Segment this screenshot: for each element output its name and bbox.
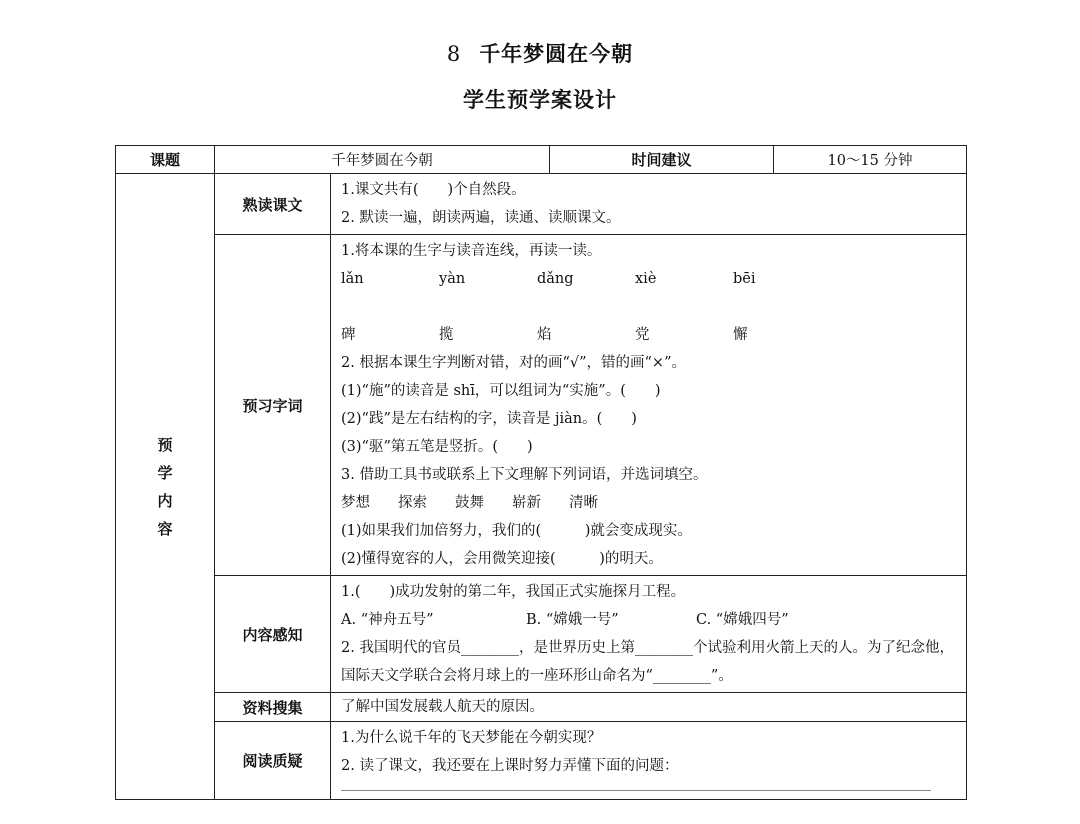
vocab-label: 预习字词	[215, 235, 331, 576]
comprehension-q1: 1.( )成功发射的第二年，我国正式实施探月工程。	[341, 584, 686, 600]
worksheet-subtitle: 学生预学案设计	[463, 88, 617, 112]
preview-worksheet-table	[115, 145, 967, 800]
topic-row	[116, 146, 967, 174]
reading-line: 1.课文共有( )个自然段。	[341, 182, 526, 198]
judge-item: (1)“施”的读音是 shī，可以组词为“实施”。( )	[341, 383, 661, 399]
reading-row	[116, 174, 967, 235]
vocab-content	[331, 235, 967, 576]
questions-content	[331, 722, 967, 800]
questions-label: 阅读质疑	[215, 722, 331, 800]
fill-item: (2)懂得宽容的人，会用微笑迎接( )的明天。	[341, 551, 663, 567]
vocab-q1: 1.将本课的生字与读音连线，再读一读。	[341, 243, 602, 259]
option-item: A. “神舟五号”	[341, 612, 434, 628]
word-item: 探索	[398, 495, 427, 511]
question-line: 2. 读了课文，我还要在上课时努力弄懂下面的问题：	[341, 758, 679, 774]
research-label: 资料搜集	[215, 693, 331, 722]
topic-label: 课题	[116, 146, 215, 174]
comprehension-row	[116, 576, 967, 693]
pinyin-item: yàn	[439, 271, 466, 287]
questions-row	[116, 722, 967, 800]
word-item: 崭新	[512, 495, 541, 511]
section-label	[116, 174, 215, 800]
vocab-q2: 2. 根据本课生字判断对错，对的画“√”，错的画“×”。	[341, 355, 686, 371]
option-item: B. “嫦娥一号”	[526, 612, 619, 628]
judge-item: (3)“驱”第五笔是竖折。( )	[341, 439, 533, 455]
comprehension-content	[331, 576, 967, 693]
character-item: 碑	[341, 327, 356, 343]
time-value: 10～15 分钟	[774, 146, 967, 174]
reading-content	[331, 174, 967, 235]
research-content	[331, 693, 967, 722]
character-item: 焰	[537, 327, 552, 343]
pinyin-item: lǎn	[341, 271, 364, 287]
fill-item: (1)如果我们加倍努力，我们的( )就会变成现实。	[341, 523, 692, 539]
character-item: 揽	[439, 327, 454, 343]
judge-item: (2)“践”是左右结构的字，读音是 jiàn。( )	[341, 411, 637, 427]
word-item: 鼓舞	[455, 495, 484, 511]
vocab-q3: 3. 借助工具书或联系上下文理解下列词语，并选词填空。	[341, 467, 708, 483]
lesson-title: 千年梦圆在今朝	[479, 42, 634, 66]
time-label: 时间建议	[550, 146, 774, 174]
option-item: C. “嫦娥四号”	[696, 612, 789, 628]
pinyin-item: bēi	[733, 271, 756, 287]
question-line: 1.为什么说千年的飞天梦能在今朝实现？	[341, 730, 602, 746]
research-text: 了解中国发展载人航天的原因。	[341, 699, 544, 715]
reading-label: 熟读课文	[215, 174, 331, 235]
pinyin-row	[341, 265, 956, 293]
reading-line: 2. 默读一遍，朗读两遍，读通、读顺课文。	[341, 210, 621, 226]
section-label-char: 预	[157, 435, 173, 454]
comprehension-label: 内容感知	[215, 576, 331, 693]
matching-gap	[341, 293, 956, 321]
lesson-heading	[0, 38, 1080, 68]
character-row	[341, 321, 956, 349]
pinyin-item: xiè	[635, 271, 657, 287]
section-label-char: 容	[157, 519, 173, 538]
word-item: 清晰	[569, 495, 598, 511]
section-label-char: 内	[157, 491, 173, 510]
pinyin-item: dǎng	[537, 271, 574, 287]
comprehension-q2: 2. 我国明代的官员________，是世界历史上第________个试验利用火箭上天的人。为了纪念他，国际天文学联合会将月球上的一座环形山命名为“________”。	[341, 640, 954, 684]
section-label-char: 学	[157, 463, 173, 482]
research-row	[116, 693, 967, 722]
word-item: 梦想	[341, 495, 370, 511]
lesson-number: 8	[446, 42, 462, 66]
character-item: 懈	[733, 327, 748, 343]
option-row	[341, 606, 956, 634]
topic-value: 千年梦圆在今朝	[215, 146, 550, 174]
word-bank	[341, 489, 956, 517]
vocab-row	[116, 235, 967, 576]
character-item: 党	[635, 327, 650, 343]
